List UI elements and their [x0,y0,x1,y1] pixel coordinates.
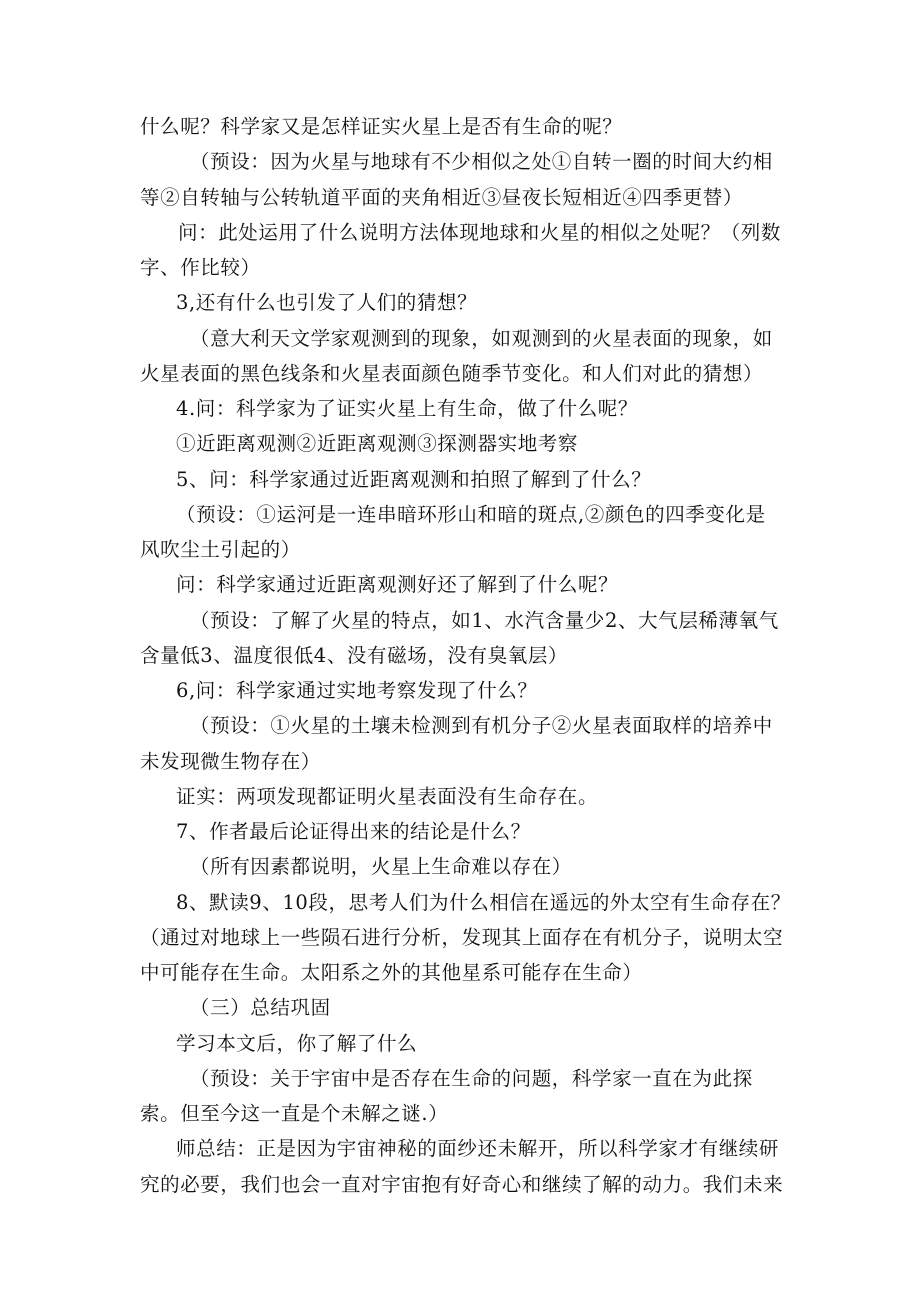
text-line: 3,还有什么也引发了人们的猜想？ [176,291,478,314]
text-line: 究的必要，我们也会一直对宇宙抱有好奇心和继续了解的动力。我们未来 [140,1173,784,1196]
text-line: 未发现微生物存在） [140,750,321,773]
text-line: 学习本文后，你了解了什么 [176,1032,418,1055]
text-line: 5、问：科学家通过近距离观测和拍照了解到了什么？ [176,468,652,491]
text-line: 风吹尘土引起的） [140,538,301,561]
text-line: 4.问：科学家为了证实火星上有生命，做了什么呢？ [176,397,639,420]
text-line: 含量低3、温度很低4、没有磁场，没有臭氧层） [140,644,569,667]
text-line: （预设：因为火星与地球有不少相似之处①自转一圈的时间大约相 [190,150,773,173]
text-line: 字、作比较） [140,256,261,279]
text-line: 师总结：正是因为宇宙神秘的面纱还未解开，所以科学家才有继续研 [176,1137,780,1160]
text-line: 8、默读9、10段，思考人们为什么相信在遥远的外太空有生命存在？ [176,891,791,914]
text-line: ①近距离观测②近距离观测③探测器实地考察 [176,432,579,455]
text-line: 索。但至今这一直是个未解之谜.） [140,1102,449,1125]
text-line: 什么呢？科学家又是怎样证实火星上是否有生命的呢？ [140,115,623,138]
text-line: （预设：①运河是一连串暗环形山和暗的斑点,②颜色的四季变化是 [176,503,766,526]
text-line: 中可能存在生命。太阳系之外的其他星系可能存在生命） [140,961,643,984]
text-line: 问：科学家通过近距离观测好还了解到了什么呢？ [176,573,619,596]
text-line: 证实：两项发现都证明火星表面没有生命存在。 [176,785,599,808]
text-line: 6,问：科学家通过实地考察发现了什么？ [176,679,538,702]
text-line: （预设：了解了火星的特点，如1、水汽含量少2、大气层稀薄氧气 [190,609,779,632]
text-line: （通过对地球上一些陨石进行分析，发现其上面存在有机分子，说明太空 [140,926,784,949]
text-line: 等②自转轴与公转轨道平面的夹角相近③昼夜长短相近④四季更替） [140,186,744,209]
text-line: 火星表面的黑色线条和火星表面颜色随季节变化。和人们对此的猜想） [140,362,764,385]
text-line: 7、作者最后论证得出来的结论是什么？ [176,820,531,843]
text-line: （意大利天文学家观测到的现象，如观测到的火星表面的现象，如 [190,327,773,350]
section-heading: （三）总结巩固 [190,996,331,1019]
text-line: （预设：①火星的土壤未检测到有机分子②火星表面取样的培养中 [190,714,773,737]
text-line: （预设：关于宇宙中是否存在生命的问题，科学家一直在为此探 [190,1067,753,1090]
text-line: 问：此处运用了什么说明方法体现地球和火星的相似之处呢？（列数 [178,221,782,244]
text-line: （所有因素都说明，火星上生命难以存在） [190,855,572,878]
